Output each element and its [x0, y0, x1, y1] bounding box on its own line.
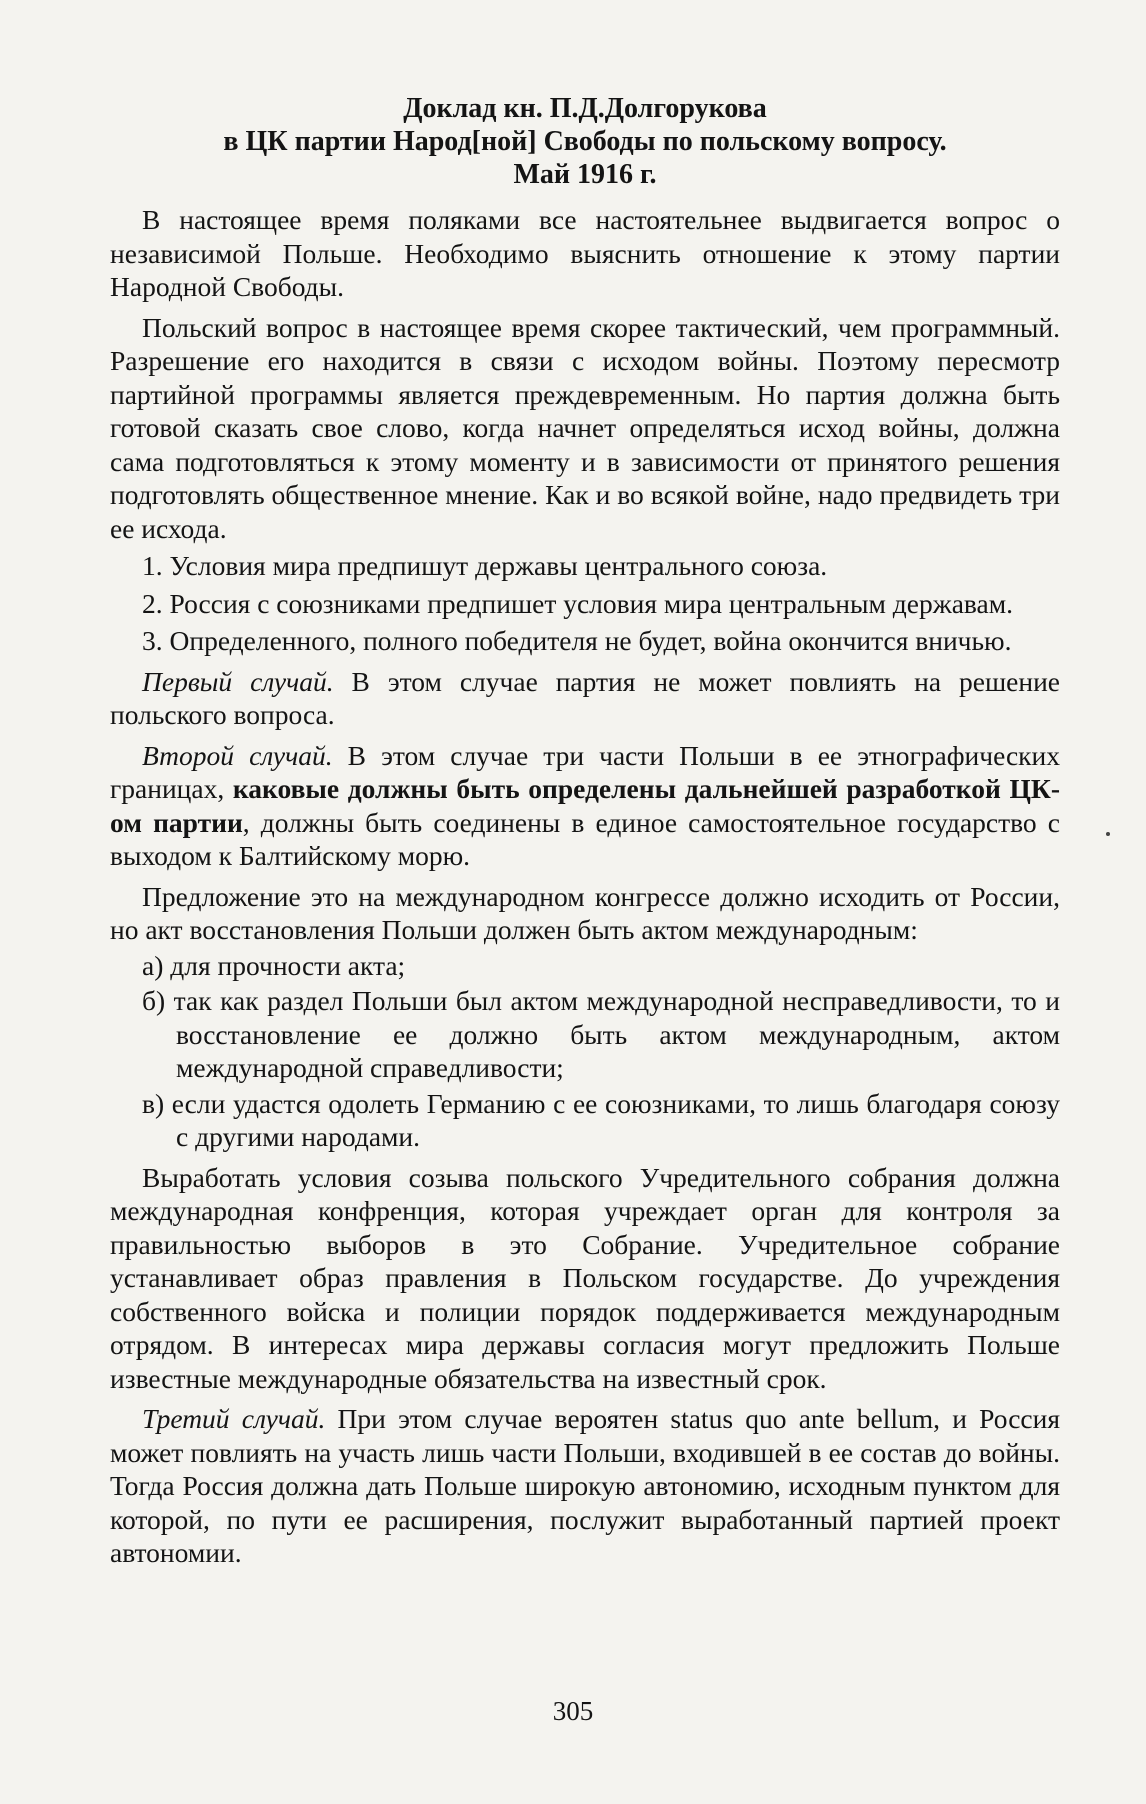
case-2-text-a: В этом случае три части Польши в ее этнографических границах,	[110, 739, 1061, 804]
case-3-label: Третий случай.	[142, 1403, 326, 1434]
paragraph-case-1	[110, 665, 1060, 732]
title-line-3: Май 1916 г.	[513, 159, 657, 190]
title-line-2: в ЦК партии Народ[ной] Свободы по польскому вопросу.	[223, 126, 947, 157]
paragraph-case-3	[110, 1402, 1060, 1570]
case-1-text: В этом случае партия не может повлиять на решение польского вопроса.	[110, 665, 1060, 730]
case-3-text: При этом случае вероятен status quo ante bellum, и Россия может повлиять на участь лишь части Польши, входившей в ее состав до войны. Тогда Россия должна дать Польше широкую автономию, исходным пунктом для которой, по пути ее расширения, послужит выработанный партией проект автономии.	[110, 1403, 1060, 1568]
reason-item-a: а) для прочности акта;	[142, 949, 406, 981]
case-2-label: Второй случай.	[142, 739, 333, 771]
page-number: 305	[552, 1696, 594, 1726]
document-title	[110, 92, 1060, 191]
outcome-item-1: 1. Условия мира предпишут державы центрального союза.	[142, 550, 828, 581]
paragraph-tactical-question: Польский вопрос в настоящее время скорее тактический, чем программный. Разрешение его находится в связи с исходом войны. Поэтому пересмотр партийной программы является преждевременным. Но партия должна быть готовой сказать свое слово, когда начнет определяться исход войны, должна сама подготовляться к этому моменту и в зависимости от принятого решения подготовлять общественное мнение. Как и во всякой войне, надо предвидеть три ее исхода.	[110, 311, 1060, 544]
title-line-1: Доклад кн. П.Д.Долгорукова	[403, 93, 767, 124]
reason-item-c: в) если удастся одолеть Германию с ее союзниками, то лишь благодаря союзу с другими народами.	[142, 1087, 1060, 1152]
paragraph-proposal: Предложение это на международном конгрессе должно исходить от России, но акт восстановления Польши должен быть актом международным:	[110, 880, 1060, 945]
outcome-item-2: 2. Россия с союзниками предпишет условия мира центральным державам.	[142, 587, 1014, 619]
document-page	[110, 92, 1060, 1570]
paragraph-case-2	[110, 739, 1060, 873]
case-2-bold-insert: каковые должны быть определены дальнейшей разработкой ЦК-ом партии	[110, 773, 1060, 838]
paragraph-conditions: Выработать условия созыва польского Учредительного собрания должна международная конфренция, которая учреждает орган для контроля за правильностью выборов в это Собрание. Учредительное собрание устанавливает образ правления в Польском государстве. До учреждения собственного войска и полиции порядок поддерживается международным отрядом. В интересах мира державы согласия могут предложить Польше известные международные обязательства на известный срок.	[110, 1161, 1060, 1394]
reason-item-b: б) так как раздел Польши был актом международной несправедливости, то и восстановление ее должно быть актом международным, актом международной справедливости;	[142, 985, 1060, 1083]
case-2-text-b: , должны быть соединены в единое самостоятельное государство с выходом к Балтийскому морю.	[110, 806, 1060, 871]
outcome-item-3: 3. Определенного, полного победителя не будет, война окончится вничью.	[142, 625, 1012, 656]
scan-speck	[1106, 832, 1110, 836]
case-1-label: Первый случай.	[142, 665, 334, 697]
paragraph-intro: В настоящее время поляками все настоятельнее выдвигается вопрос о независимой Польше. Необходимо выяснить отношение к этому партии Народной Свободы.	[110, 204, 1060, 302]
